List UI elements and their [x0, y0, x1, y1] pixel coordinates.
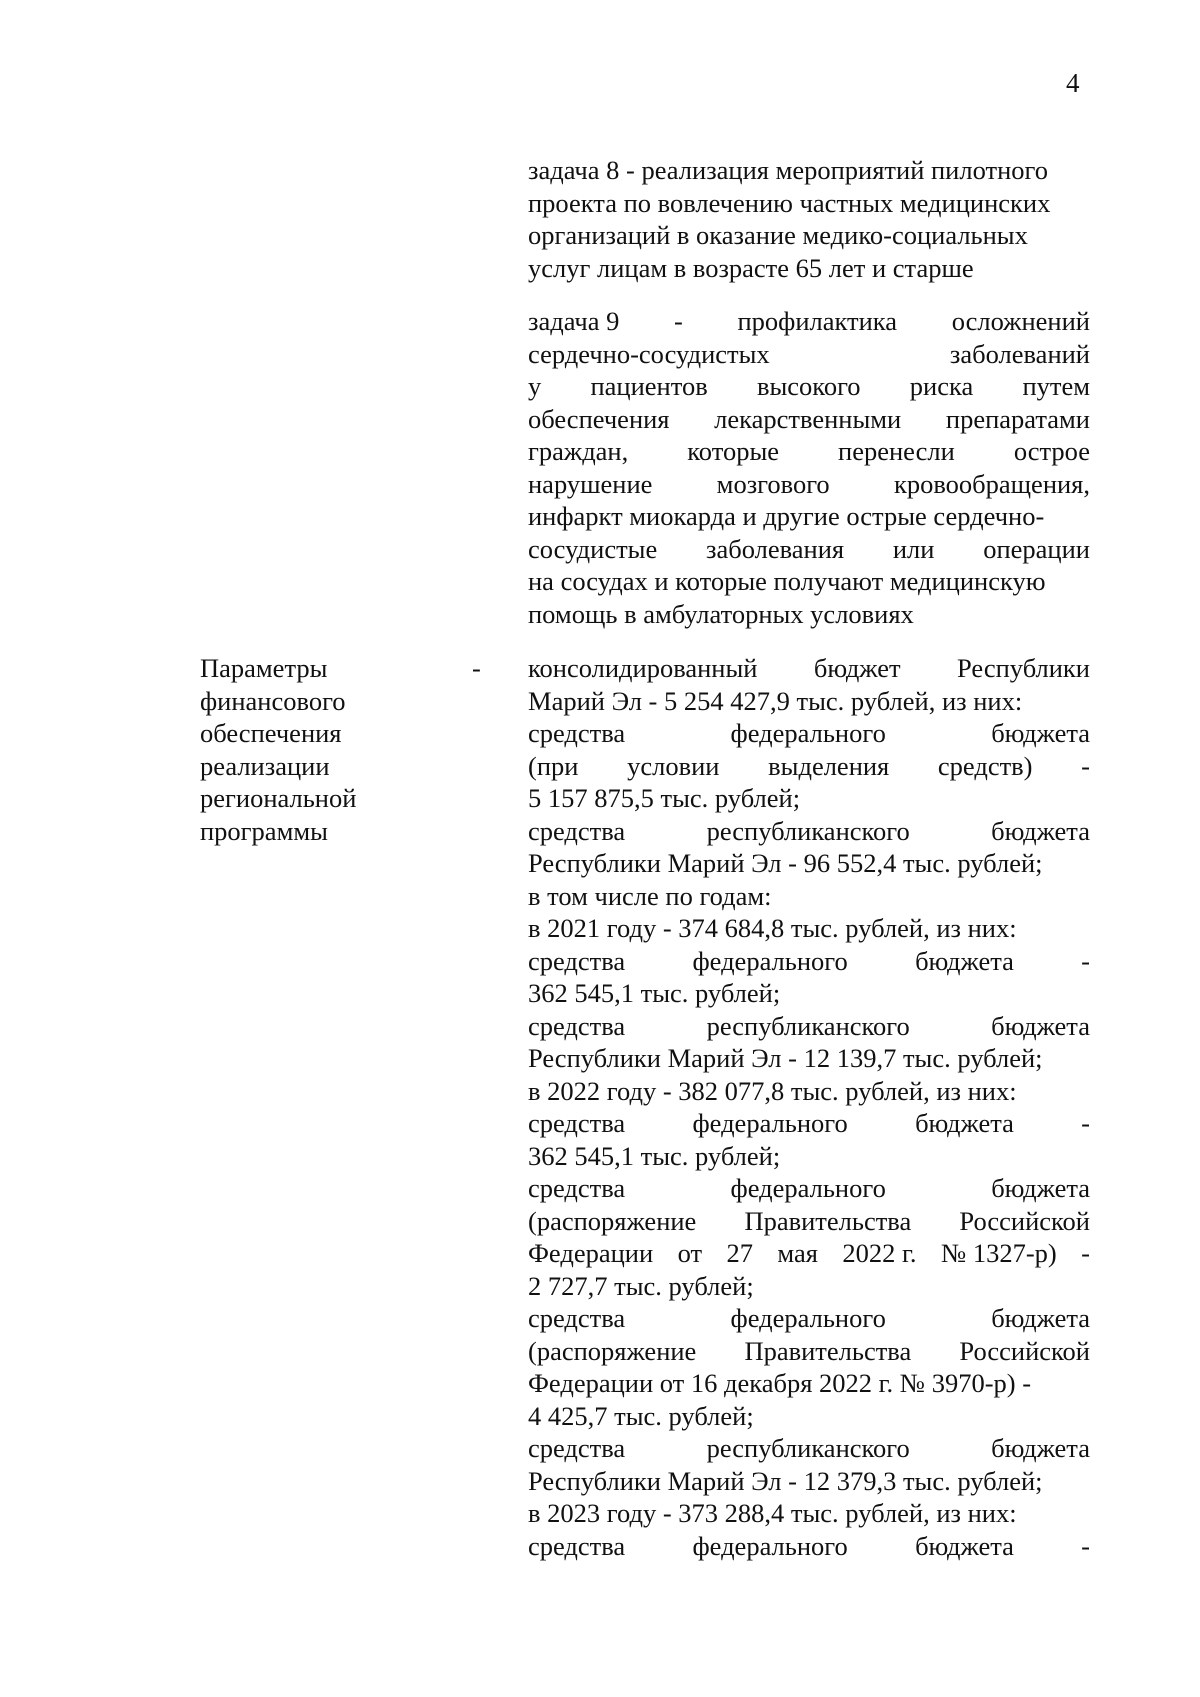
- task-9-line: [528, 598, 1090, 631]
- word: бюджета: [991, 1303, 1090, 1333]
- word: бюджета: [991, 1433, 1090, 1463]
- financing-line: [528, 1107, 1090, 1140]
- financing-line: [528, 1140, 1090, 1173]
- task-8-line: проекта по вовлечению частных медицинских: [528, 187, 1051, 218]
- word: высокого: [756, 371, 861, 401]
- word: лекарственными: [714, 403, 902, 434]
- financing-line: [528, 1530, 1090, 1563]
- financing-line: [528, 1010, 1090, 1043]
- word: в 2022 году - 382 077,8 тыс. рублей, из них:: [528, 1075, 1017, 1106]
- word: средства: [528, 1173, 626, 1203]
- word: Российской: [959, 1205, 1090, 1236]
- word: на сосудах и которые получают медицинскую: [528, 566, 1046, 596]
- task-9-line: [528, 500, 1090, 533]
- task-8-line: организаций в оказание медико-социальных: [528, 220, 1028, 250]
- financing-line: [528, 652, 1090, 685]
- financing-line: [528, 815, 1090, 848]
- word: сосудистые: [528, 533, 658, 564]
- word: заболевания: [706, 533, 845, 564]
- word: Правительства: [744, 1335, 912, 1366]
- word: риска: [909, 371, 974, 401]
- financing-line: [528, 1367, 1090, 1400]
- word: в 2021 году - 374 684,8 тыс. рублей, из них:: [528, 913, 1017, 943]
- financing-line: [528, 1075, 1090, 1108]
- financing-parameters-dash: -: [472, 653, 481, 683]
- task-9-line: [528, 403, 1090, 436]
- word: граждан,: [528, 436, 629, 466]
- word: федерального: [692, 1108, 848, 1138]
- word: Республики Марий Эл - 12 379,3 тыс. рублей;: [528, 1465, 1043, 1496]
- word: нарушение: [528, 468, 653, 499]
- word: средства: [528, 815, 626, 846]
- word: средства: [528, 1108, 626, 1138]
- word: Республики: [957, 653, 1090, 683]
- word: -: [1081, 1238, 1090, 1268]
- word: -: [1081, 945, 1090, 976]
- word: 4 425,7 тыс. рублей;: [528, 1400, 754, 1431]
- task-8-text: [528, 154, 1090, 284]
- financing-line: [528, 847, 1090, 880]
- word: средства: [528, 945, 626, 976]
- word: осложнений: [951, 306, 1090, 336]
- word: заболеваний: [949, 338, 1090, 369]
- word: 362 545,1 тыс. рублей;: [528, 1140, 781, 1171]
- task-9-line: [528, 435, 1090, 468]
- word: которые: [687, 436, 780, 466]
- financing-line: [528, 1432, 1090, 1465]
- word: № 1327-р): [940, 1238, 1057, 1268]
- word: федерального: [692, 1530, 848, 1561]
- word: (распоряжение: [528, 1205, 697, 1236]
- page-number: 4: [1066, 68, 1080, 98]
- word: 362 545,1 тыс. рублей;: [528, 978, 781, 1008]
- word: у: [528, 371, 542, 401]
- financing-line: [528, 717, 1090, 750]
- financing-line: [528, 1172, 1090, 1205]
- financing-label-line: реализации: [200, 750, 330, 781]
- word: выделения: [768, 750, 890, 781]
- word: помощь в амбулаторных условиях: [528, 598, 914, 629]
- word: бюджета: [915, 1108, 1014, 1138]
- word: бюджета: [915, 1530, 1014, 1561]
- word: федерального: [692, 945, 848, 976]
- financing-parameters-label: [200, 652, 356, 847]
- word: Федерации от 16 декабря 2022 г. № 3970-р) -: [528, 1368, 1032, 1398]
- financing-line: [528, 1042, 1090, 1075]
- word: в том числе по годам:: [528, 880, 772, 911]
- financing-line: [528, 1465, 1090, 1498]
- word: бюджета: [991, 1173, 1090, 1203]
- financing-line: [528, 1335, 1090, 1368]
- word: бюджет: [813, 653, 901, 683]
- word: средства: [528, 1433, 626, 1463]
- word: Федерации: [528, 1238, 654, 1268]
- word: федерального: [730, 1173, 886, 1203]
- financing-line: [528, 1400, 1090, 1433]
- word: Правительства: [744, 1205, 912, 1236]
- word: 2 727,7 тыс. рублей;: [528, 1270, 754, 1301]
- word: или: [892, 533, 935, 564]
- word: перенесли: [838, 436, 955, 466]
- task-9-line: [528, 305, 1090, 338]
- word: средства: [528, 1010, 626, 1041]
- task-9-line: [528, 468, 1090, 501]
- word: республиканского: [706, 815, 910, 846]
- word: сердечно-сосудистых: [528, 338, 770, 369]
- financing-line: [528, 750, 1090, 783]
- word: средств): [937, 750, 1033, 781]
- task-9-text: [528, 305, 1090, 630]
- word: от: [677, 1238, 703, 1268]
- word: 5 157 875,5 тыс. рублей;: [528, 783, 801, 813]
- financing-line: [528, 945, 1090, 978]
- financing-line: [528, 1205, 1090, 1238]
- word: препаратами: [945, 403, 1090, 434]
- word: -: [674, 306, 683, 336]
- word: -: [1081, 1108, 1090, 1138]
- word: Республики Марий Эл - 96 552,4 тыс. рублей;: [528, 848, 1043, 878]
- financing-label-line: финансового: [200, 685, 346, 716]
- word: средства: [528, 718, 626, 748]
- word: бюджета: [991, 1010, 1090, 1041]
- financing-line: [528, 1237, 1090, 1270]
- word: -: [1081, 750, 1090, 781]
- word: острое: [1013, 436, 1090, 466]
- task-8-line: услуг лицам в возрасте 65 лет и старше: [528, 252, 974, 283]
- word: Марий Эл - 5 254 427,9 тыс. рублей, из них:: [528, 685, 1023, 716]
- word: условии: [627, 750, 720, 781]
- financing-label-line: региональной: [200, 783, 357, 813]
- financing-line: [528, 1302, 1090, 1335]
- word: -: [1081, 1530, 1090, 1561]
- word: республиканского: [706, 1433, 910, 1463]
- word: федерального: [730, 1303, 886, 1333]
- task-9-line: [528, 370, 1090, 403]
- word: республиканского: [706, 1010, 910, 1041]
- word: инфаркт миокарда и другие острые сердечно-: [528, 501, 1045, 531]
- financing-label-line: программы: [200, 815, 328, 846]
- word: Республики Марий Эл - 12 139,7 тыс. рублей;: [528, 1043, 1043, 1073]
- word: операции: [983, 533, 1090, 564]
- word: средства: [528, 1530, 626, 1561]
- word: задача 9: [528, 306, 620, 336]
- financing-line: [528, 977, 1090, 1010]
- financing-line: [528, 912, 1090, 945]
- task-9-line: [528, 533, 1090, 566]
- word: бюджета: [991, 718, 1090, 748]
- word: бюджета: [991, 815, 1090, 846]
- word: Российской: [959, 1335, 1090, 1366]
- word: профилактика: [737, 306, 898, 336]
- financing-line: [528, 1497, 1090, 1530]
- financing-details-text: [528, 652, 1090, 1562]
- word: мозгового: [716, 468, 830, 499]
- financing-line: [528, 880, 1090, 913]
- word: бюджета: [915, 945, 1014, 976]
- word: обеспечения: [528, 403, 670, 434]
- task-9-line: [528, 338, 1090, 371]
- financing-line: [528, 782, 1090, 815]
- word: в 2023 году - 373 288,4 тыс. рублей, из них:: [528, 1498, 1017, 1528]
- word: кровообращения,: [893, 468, 1090, 499]
- word: (распоряжение: [528, 1335, 697, 1366]
- word: мая: [777, 1238, 818, 1268]
- word: федерального: [730, 718, 886, 748]
- task-9-line: [528, 565, 1090, 598]
- word: консолидированный: [528, 653, 758, 683]
- word: (при: [528, 750, 579, 781]
- financing-line: [528, 1270, 1090, 1303]
- task-8-line: задача 8 - реализация мероприятий пилотного: [528, 155, 1048, 185]
- word: пациентов: [590, 371, 708, 401]
- financing-label-line: Параметры: [200, 653, 328, 683]
- financing-label-line: обеспечения: [200, 718, 342, 748]
- word: путем: [1022, 371, 1090, 401]
- word: 27: [726, 1238, 753, 1268]
- word: средства: [528, 1303, 626, 1333]
- word: 2022 г.: [842, 1238, 917, 1268]
- financing-line: [528, 685, 1090, 718]
